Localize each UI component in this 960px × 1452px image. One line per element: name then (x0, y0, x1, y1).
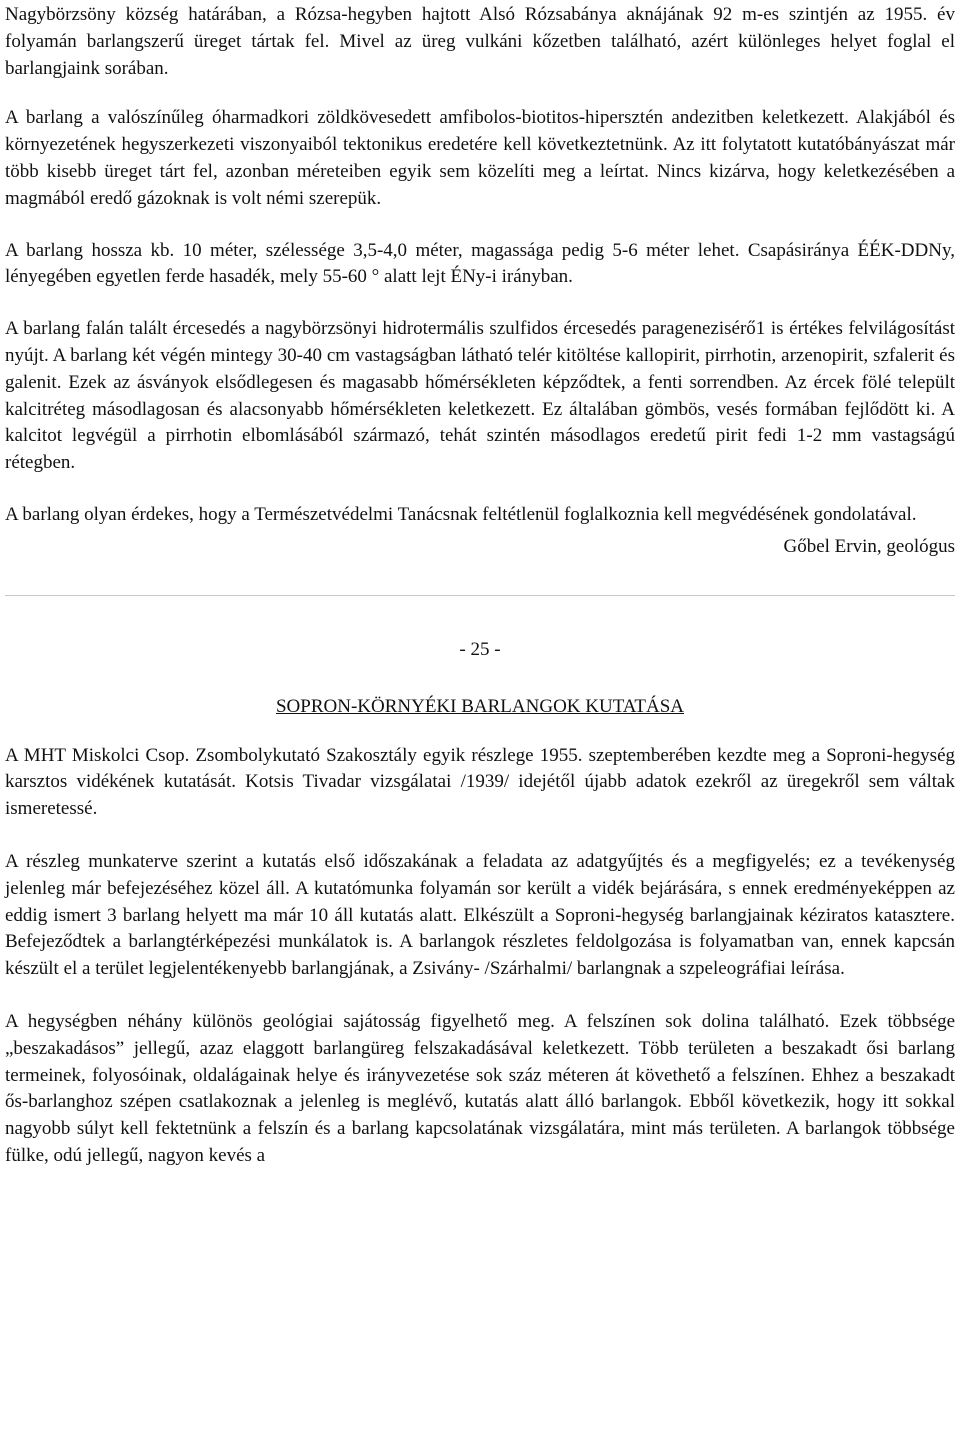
article1-paragraph-3: A barlang hossza kb. 10 méter, szélessége 3,5-4,0 méter, magassága pedig 5-6 méter lehet. Csapásiránya ÉÉK-DDNy, lényegében egyetlen ferde hasadék, mely 55-60 ° alatt lejt ÉNy-i irányban. (5, 239, 955, 288)
article1-paragraph-2: A barlang a valószínűleg óharmadkori zöldkövesedett amfibolos-biotitos-hipersztén andezitben keletkezett. Alakjából és környezetének hegyszerkezeti viszonyaiból tektonikus eredetére kell következtetnünk. Az itt folytatott kutatóbányászat már több kisebb üreget tárt fel, azonban méreteiben egyik sem közelíti meg a leírtat. Nincs kizárva, hogy keletkezésében a magmából eredő gázoknak is volt némi szerepük. (5, 107, 955, 209)
article1-paragraph-5: A barlang olyan érdekes, hogy a Természetvédelmi Tanácsnak feltétlenül foglalkoznia kell megvédésének gondolatával. (5, 503, 917, 525)
author-signature: Gőbel Ervin, geológus (783, 535, 955, 557)
article1-paragraph-4: A barlang falán talált ércesedés a nagybörzsönyi hidrotermális szulfidos ércesedés paragenezisérő1 is értékes felvilágosítást nyújt. A barlang két végén mintegy 30-40 cm vastagságban látható telér kitöltése kallopirit, pirrhotin, arzenopirit, szfalerit és galenit. Ezek az ásványok elsődlegesen és magasabb hőmérsékleten képződtek, a fenti sorrendben. Az ércek fölé települt kalcitréteg másodlagosan és alacsonyabb hőmérsékleten keletkezett. Ez általában gömbös, vesés formában fejlődött ki. A kalcitot legvégül a pirrhotin elbomlásából származó, tehát szintén másodlagos eredetű pirit fedi 1-2 mm vastagságú rétegben. (5, 318, 955, 474)
section-title: SOPRON-KÖRNYÉKI BARLANGOK KUTATÁSA (275, 695, 685, 717)
page-divider (5, 595, 955, 596)
article-nagyborzsony-cave (5, 2, 955, 561)
article2-paragraph-1: A MHT Miskolci Csop. Zsombolykutató Szakosztály egyik részlege 1955. szeptemberében kezdte meg a Soproni-hegység karsztos vidékének kutatását. Kotsis Tivadar vizsgálatai /1939/ idejétől újabb adatok ezekről az üregekről sem váltak ismeretessé. (5, 744, 955, 820)
article-sopron-caves (5, 694, 955, 1170)
page-number: - 25 - (459, 638, 501, 660)
article2-paragraph-2: A részleg munkaterve szerint a kutatás első időszakának a feladata az adatgyűjtés és a megfigyelés; ez a tevékenység jelenleg már befejezéséhez közel áll. A kutatómunka folyamán sor került a vidék bejárására, s ennek eredményeképpen az eddig ismert 3 barlang helyett ma már 10 áll kutatás alatt. Elkészült a Soproni-hegység barlangjainak kéziratos katasztere. Befejeződtek a barlangtérképezési munkálatok is. A barlangok részletes feldolgozása is folyamatban van, ennek kapcsán készült el a terület legjelentékenyebb barlangjának, a Zsivány- /Szárhalmi/ barlangnak a szpeleográfiai leírása. (5, 850, 955, 980)
article1-paragraph-1: Nagybörzsöny község határában, a Rózsa-hegyben hajtott Alsó Rózsabánya aknájának 92 m-es szintjén az 1955. év folyamán barlangszerű üreget tártak fel. Mivel az üreg vulkáni kőzetben található, azért különleges helyet foglal el barlangjaink sorában. (5, 4, 955, 79)
article2-paragraph-3: A hegységben néhány különös geológiai sajátosság figyelhető meg. A felszínen sok dolina található. Ezek többsége „beszakadásos” jellegű, azaz elaggott barlangüreg felszakadásával keletkezett. Több területen a beszakadt ősi barlang termeinek, folyosóinak, oldalágainak helye és irányvezetése sok száz méteren át követhető a felszínen. Ehhez a beszakadt ős-barlanghoz szépen csatlakoznak a jelenleg is meglévő, kutatás alatt álló barlangok. Ebből következik, hogy itt sokkal nagyobb súlyt kell fektetnünk a felszín és a barlang kapcsolatának vizsgálatára, mint más területen. A barlangok többsége fülke, odú jellegű, nagyon kevés a (5, 1010, 955, 1166)
document-page (5, 0, 955, 1170)
